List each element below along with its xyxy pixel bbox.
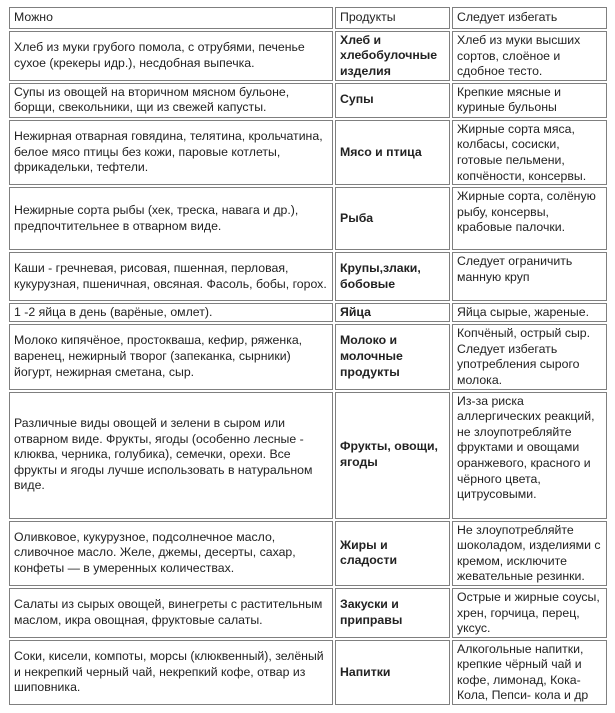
table-row (9, 392, 607, 519)
header-products: Продукты (335, 7, 450, 29)
avoid-cell: Не злоупотребляйте шоколадом, изделиями с кремом, исключите жевательные резинки. (452, 521, 607, 586)
category-cell: Жиры и сладости (335, 521, 450, 586)
avoid-cell: Хлеб из муки высших сортов, слоёное и сдобное тесто. (452, 31, 607, 81)
avoid-cell: Следует ограничить манную круп (452, 252, 607, 301)
avoid-cell: Алкогольные напитки, крепкие чёрный чай и кофе, лимонад, Кока-Кола, Пепси- кола и др (452, 640, 607, 705)
table-row (9, 31, 607, 81)
table-row (9, 252, 607, 301)
category-cell: Крупы,злаки, бобовые (335, 252, 450, 301)
category-cell: Закуски и приправы (335, 588, 450, 638)
category-cell: Фрукты, овощи, ягоды (335, 392, 450, 519)
category-cell: Напитки (335, 640, 450, 705)
table-row (9, 588, 607, 638)
allowed-cell: Различные виды овощей и зелени в сыром или отварном виде. Фрукты, ягоды (особенно лесные - клюква, черника, голубика), семечки, орехи. Все фрукты и ягоды лучше использовать в натуральном виде. (9, 392, 333, 519)
allowed-cell: Соки, кисели, компоты, морсы (клюквенный), зелёный и некрепкий черный чай, некрепкий кофе, отвар из шиповника. (9, 640, 333, 705)
table-row (9, 187, 607, 250)
allowed-cell: Оливковое, кукурузное, подсолнечное масло, сливочное масло. Желе, джемы, десерты, сахар, конфеты — в умеренных количествах. (9, 521, 333, 586)
allowed-cell: Хлеб из муки грубого помола, с отрубями, печенье сухое (крекеры идр.), несдобная выпечка. (9, 31, 333, 81)
avoid-cell: Жирные сорта, солёную рыбу, консервы, крабовые палочки. (452, 187, 607, 250)
table-row (9, 640, 607, 705)
category-cell: Рыба (335, 187, 450, 250)
allowed-cell: Молоко кипячёное, простокваша, кефир, ряженка, варенец, нежирный творог (запеканка, сырники) йогурт, нежирная сметана, сыр. (9, 324, 333, 389)
allowed-cell: Салаты из сырых овощей, винегреты с растительным маслом, икра овощная, фруктовые салаты. (9, 588, 333, 638)
avoid-cell: Жирные сорта мяса, колбасы, сосиски, готовые пельмени, копчёности, консервы. (452, 120, 607, 185)
header-allowed: Можно (9, 7, 333, 29)
category-cell: Супы (335, 83, 450, 118)
avoid-cell: Острые и жирные соусы, хрен, горчица, перец, уксус. (452, 588, 607, 638)
header-avoid: Следует избегать (452, 7, 607, 29)
allowed-cell: Нежирные сорта рыбы (хек, треска, навага и др.), предпочтительнее в отварном виде. (9, 187, 333, 250)
avoid-cell: Из-за риска аллергических реакций, не злоупотребляйте фруктами и овощами оранжевого, красного и чёрного цвета, цитрусовыми. (452, 392, 607, 519)
avoid-cell: Крепкие мясные и куриные бульоны (452, 83, 607, 118)
category-cell: Хлеб и хлебобулочные изделия (335, 31, 450, 81)
table-row (9, 521, 607, 586)
allowed-cell: Каши - гречневая, рисовая, пшенная, перловая, кукурузная, пшеничная, овсяная. Фасоль, бобы, горох. (9, 252, 333, 301)
avoid-cell: Яйца сырые, жареные. (452, 303, 607, 322)
category-cell: Яйца (335, 303, 450, 322)
allowed-cell: 1 -2 яйца в день (варёные, омлет). (9, 303, 333, 322)
table-row (9, 83, 607, 118)
table-row (9, 324, 607, 389)
category-cell: Мясо и птица (335, 120, 450, 185)
avoid-cell: Копчёный, острый сыр. Следует избегать употребления сырого молока. (452, 324, 607, 389)
category-cell: Молоко и молочные продукты (335, 324, 450, 389)
table-row (9, 303, 607, 322)
table-row (9, 120, 607, 185)
allowed-cell: Супы из овощей на вторичном мясном бульоне, борщи, свекольники, щи из свежей капусты. (9, 83, 333, 118)
header-row (9, 7, 607, 29)
diet-table (7, 5, 609, 707)
allowed-cell: Нежирная отварная говядина, телятина, крольчатина, белое мясо птицы без кожи, паровые котлеты, фрикадельки, тефтели. (9, 120, 333, 185)
